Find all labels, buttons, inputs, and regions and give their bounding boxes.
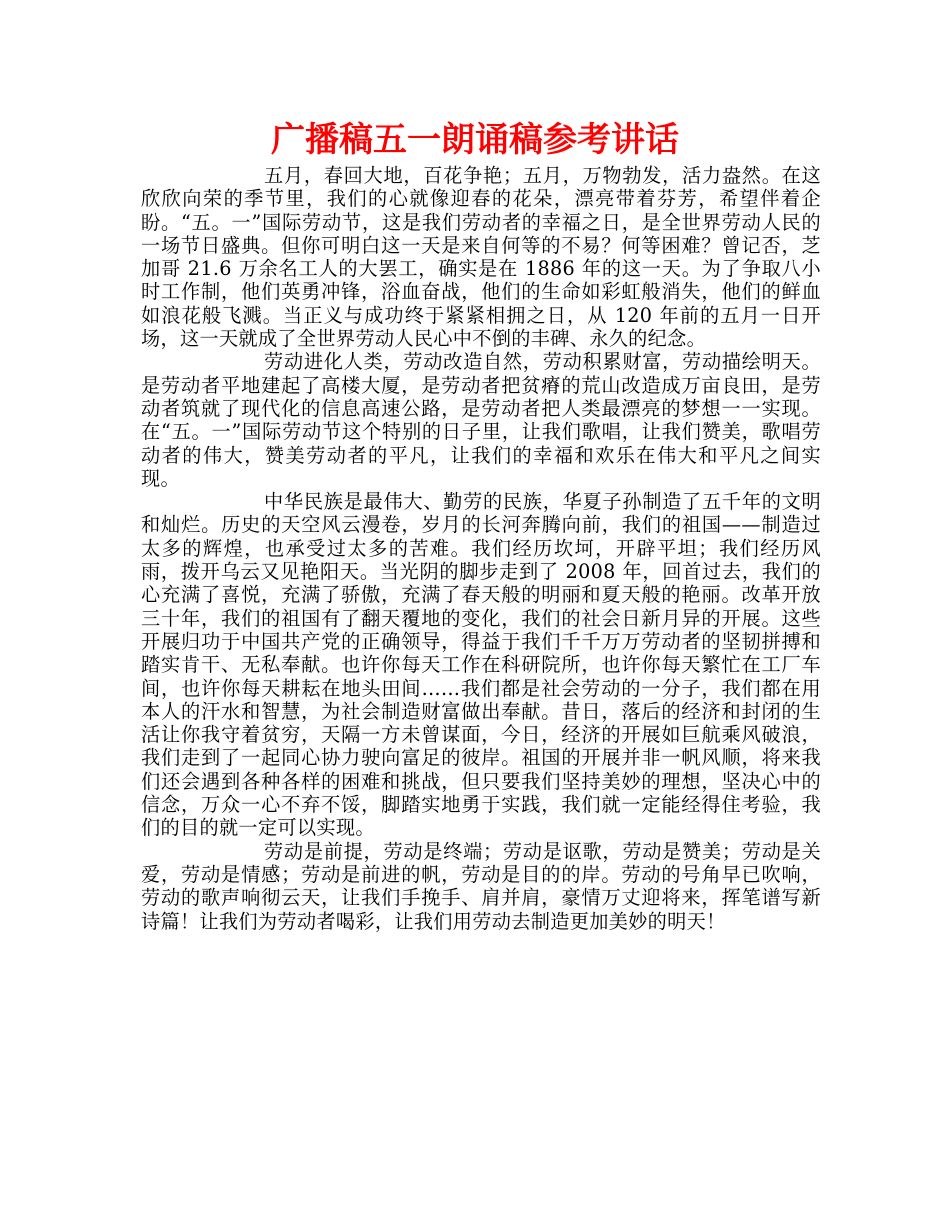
paragraph-3: 中华民族是最伟大、勤劳的民族，华夏子孙制造了五千年的文明和灿烂。历史的天空风云漫卷，岁月的长河奔腾向前，我们的祖国——制造过太多的辉煌，也承受过太多的苦难。我们经历坎坷，开辟平坦；我们经历风雨，拨开乌云又见艳阳天。当光阴的脚步走到了 2008 年，回首过去，我们的心充满了喜悦，充满了骄傲，充满了春天般的明丽和夏天般的艳丽。改革开放三十年，我们的祖国有了翻天覆地的变化，我们的社会日新月异的开展。这些开展归功于中国共产党的正确领导，得益于我们千千万万劳动者的坚韧拼搏和踏实肯干、无私奉献。也许你每天工作在科研院所，也许你每天繁忙在工厂车间，也许你每天耕耘在地头田间……我们都是社会劳动的一分子，我们都在用本人的汗水和智慧，为社会制造财富做出奉献。昔日，落后的经济和封闭的生活让你我守着贫穷，天隔一方未曾谋面，今日，经济的开展如巨航乘风破浪，我们走到了一起同心协力驶向富足的彼岸。祖国的开展并非一帆风顺，将来我们还会遇到各种各样的困难和挑战，但只要我们坚持美妙的理想，坚决心中的信念，万众一心不弃不馁，脚踏实地勇于实践，我们就一定能经得住考验，我们的目的就一定可以实现。	[141, 490, 821, 840]
paragraph-1: 五月，春回大地，百花争艳；五月，万物勃发，活力盎然。在这欣欣向荣的季节里，我们的心就像迎春的花朵，漂亮带着芬芳，希望伴着企盼。“五。一”国际劳动节，这是我们劳动者的幸福之日，是全世界劳动人民的一场节日盛典。但你可明白这一天是来自何等的不易？何等困难？曾记否，芝加哥 21.6 万余名工人的大罢工，确实是在 1886 年的这一天。为了争取八小时工作制，他们英勇冲锋，浴血奋战，他们的生命如彩虹般消失，他们的鲜血如浪花般飞溅。当正义与成功终于紧紧相拥之日，从 120 年前的五月一日开场，这一天就成了全世界劳动人民心中不倒的丰碑、永久的纪念。	[141, 164, 821, 351]
paragraph-2: 劳动进化人类，劳动改造自然，劳动积累财富，劳动描绘明天。是劳动者平地建起了高楼大厦，是劳动者把贫瘠的荒山改造成万亩良田，是劳动者筑就了现代化的信息高速公路，是劳动者把人类最漂亮的梦想一一实现。在“五。一”国际劳动节这个特别的日子里，让我们歌唱，让我们赞美，歌唱劳动者的伟大，赞美劳动者的平凡，让我们的幸福和欢乐在伟大和平凡之间实现。	[141, 350, 821, 490]
document-title: 广播稿五一朗诵稿参考讲话	[271, 120, 679, 160]
paragraph-4: 劳动是前提，劳动是终端；劳动是讴歌，劳动是赞美；劳动是关爱，劳动是情感；劳动是前进的帆，劳动是目的的岸。劳动的号角早已吹响，劳动的歌声响彻云天，让我们手挽手、肩并肩，豪情万丈迎将来，挥笔谱写新诗篇！让我们为劳动者喝彩，让我们用劳动去制造更加美妙的明天！	[141, 839, 821, 933]
document-body	[141, 164, 821, 933]
